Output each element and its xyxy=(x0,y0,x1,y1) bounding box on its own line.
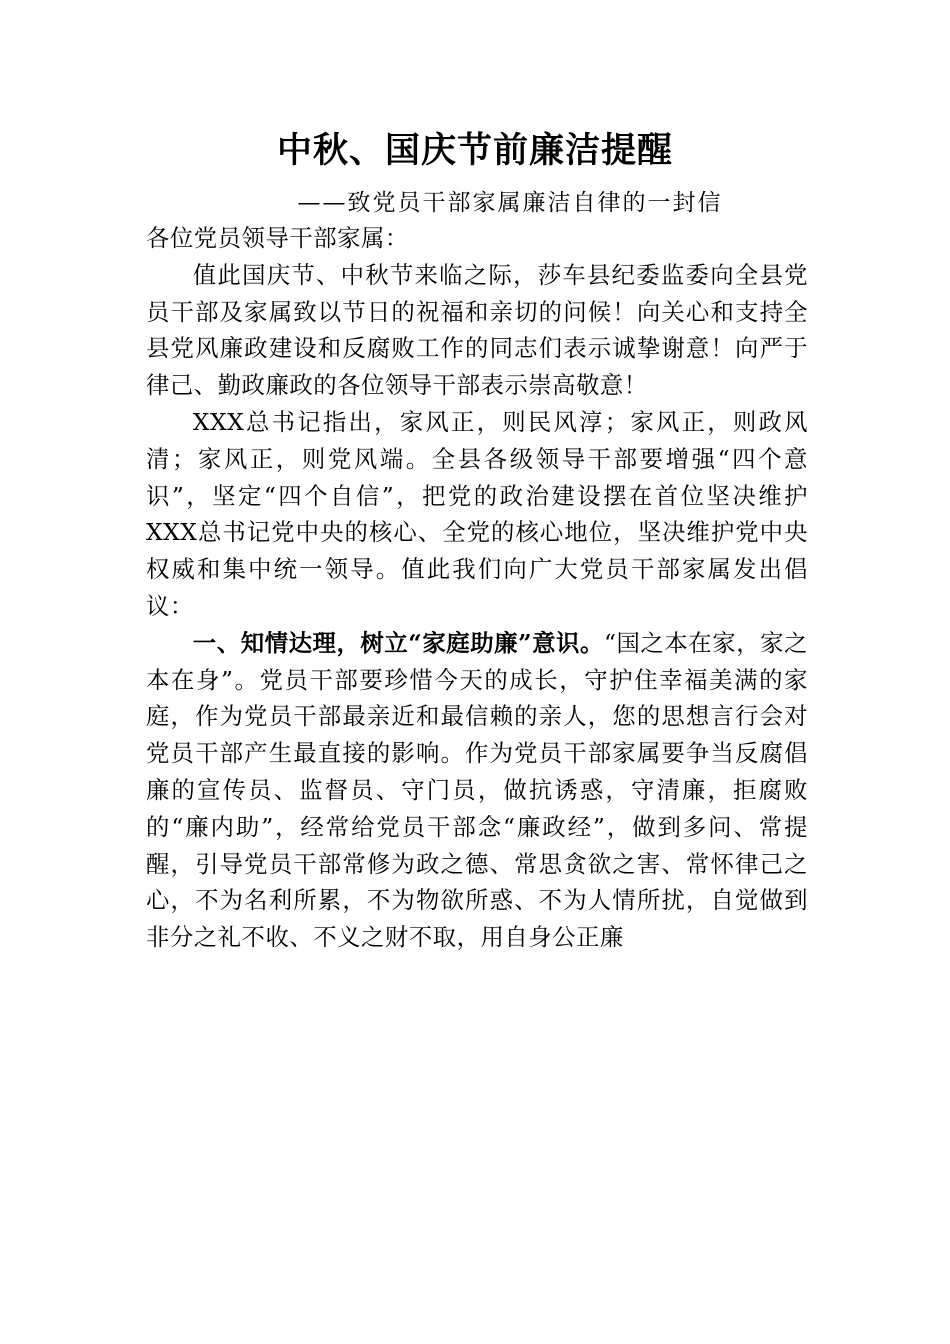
document-title: 中秋、国庆节前廉洁提醒 xyxy=(276,130,673,171)
document-body xyxy=(146,220,808,956)
salutation: 各位党员领导干部家属： xyxy=(146,224,409,252)
paragraph-lead: 一、知情达理，树立“家庭助廉”意识。 xyxy=(192,628,604,657)
paragraph-instruction xyxy=(146,404,808,625)
paragraph-text: 值此国庆节、中秋节来临之际，莎车县纪委监委向全县党员干部及家属致以节日的祝福和亲切的问候！向关心和支持全县党风廉政建设和反腐败工作的同志们表示诚挚谢意！向严于律己、勤政廉政的各位领导干部表示崇高敬意！ xyxy=(146,260,808,400)
paragraph-text: “国之本在家，家之本在身”。党员干部要珍惜今天的成长，守护住幸福美满的家庭，作为党员干部最亲近和最信赖的亲人，您的思想言行会对党员干部产生最直接的影响。作为党员干部家属要争当反腐倡廉的宣传员、监督员、守门员，做抗诱惑，守清廉，拒腐败的“廉内助”，经常给党员干部念“廉政经”，做到多问、常提醒，引导党员干部常修为政之德、常思贪欲之害、常怀律己之心，不为名利所累，不为物欲所惑、不为人情所扰，自觉做到非分之礼不收、不义之财不取，用自身公正廉 xyxy=(146,628,808,952)
paragraph-proposal-one xyxy=(146,625,808,956)
paragraph-text: XXX总书记指出，家风正，则民风淳；家风正，则政风清；家风正，则党风端。全县各级领导干部要增强“四个意识”，坚定“四个自信”，把党的政治建设摆在首位坚决维护XXX总书记党中央的核心、全党的核心地位，坚决维护党中央权威和集中统一领导。值此我们向广大党员干部家属发出倡议： xyxy=(146,407,808,620)
paragraph-greeting xyxy=(146,257,808,404)
document-subtitle: ——致党员干部家属廉洁自律的一封信 xyxy=(297,190,723,216)
